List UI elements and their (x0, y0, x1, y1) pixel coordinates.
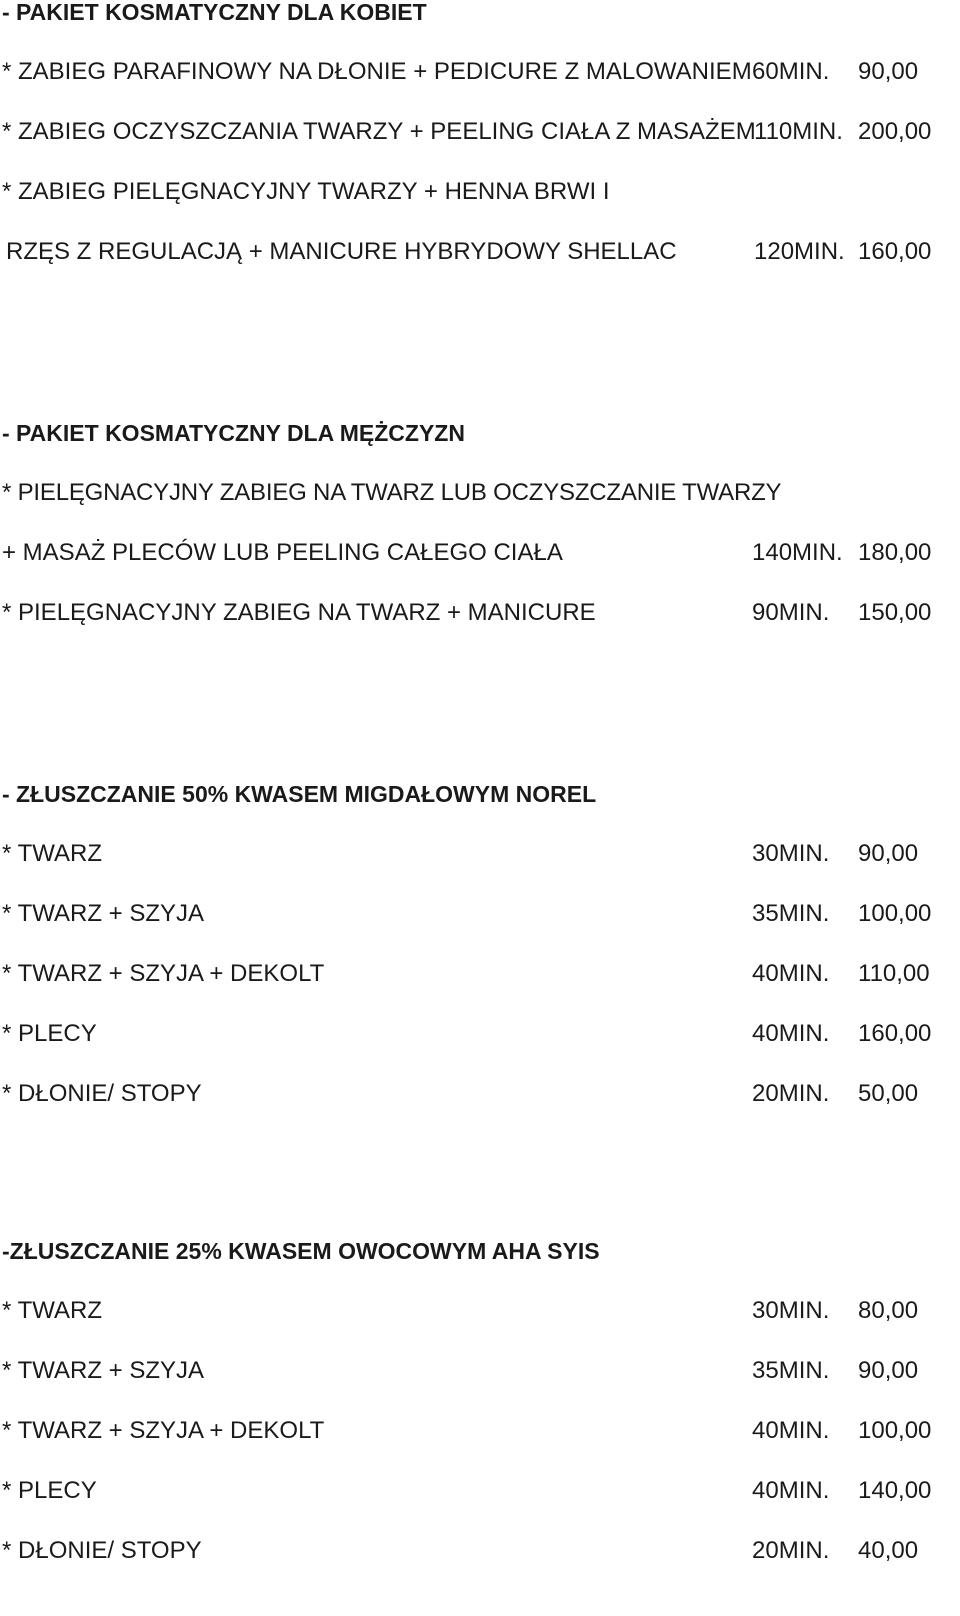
section-title (0, 413, 960, 453)
treatment-price: 90,00 (858, 840, 919, 867)
price-row (0, 834, 960, 874)
treatment-duration: 20MIN. (752, 1537, 830, 1564)
treatment-name: * DŁONIE/ STOPY (2, 1080, 202, 1107)
treatment-duration: 40MIN. (752, 960, 830, 987)
section-title-text: - ZŁUSZCZANIE 50% KWASEM MIGDAŁOWYM NOREL (2, 781, 597, 807)
price-row (0, 593, 960, 633)
treatment-duration: 60MIN. (752, 58, 830, 85)
price-row (0, 1531, 960, 1571)
treatment-name: * PIELĘGNACYJNY ZABIEG NA TWARZ LUB OCZYSZCZANIE TWARZY (2, 479, 782, 506)
treatment-price: 150,00 (858, 599, 932, 626)
treatment-name: * TWARZ (2, 1297, 102, 1324)
treatment-duration: 35MIN. (752, 1357, 830, 1384)
section-title-text: - PAKIET KOSMATYCZNY DLA MĘŻCZYZN (2, 420, 465, 446)
price-row (0, 1074, 960, 1114)
treatment-duration: 140MIN. (752, 539, 843, 566)
treatment-name: * ZABIEG OCZYSZCZANIA TWARZY + PEELING CIAŁA Z MASAŻEM (2, 118, 756, 145)
treatment-price: 110,00 (858, 960, 930, 987)
treatment-price: 160,00 (858, 1020, 932, 1047)
treatment-name: RZĘS Z REGULACJĄ + MANICURE HYBRYDOWY SHELLAC (6, 238, 677, 265)
treatment-name: * PIELĘGNACYJNY ZABIEG NA TWARZ + MANICURE (2, 599, 596, 626)
treatment-duration: 30MIN. (752, 840, 830, 867)
price-row (0, 533, 960, 573)
treatment-price: 100,00 (858, 900, 932, 927)
treatment-price: 40,00 (858, 1537, 919, 1564)
price-row (0, 52, 960, 92)
treatment-price: 80,00 (858, 1297, 919, 1324)
treatment-duration: 110MIN. (754, 118, 843, 145)
treatment-name: * DŁONIE/ STOPY (2, 1537, 202, 1564)
treatment-duration: 120MIN. (754, 238, 845, 265)
section-title (0, 0, 960, 32)
price-row (0, 1411, 960, 1451)
treatment-price: 50,00 (858, 1080, 919, 1107)
treatment-price: 100,00 (858, 1417, 932, 1444)
treatment-name: * TWARZ + SZYJA (2, 1357, 205, 1384)
treatment-name: + MASAŻ PLECÓW LUB PEELING CAŁEGO CIAŁA (2, 539, 563, 566)
treatment-duration: 35MIN. (752, 900, 830, 927)
treatment-price: 90,00 (858, 1357, 919, 1384)
treatment-duration: 40MIN. (752, 1417, 830, 1444)
section-title-text: - PAKIET KOSMATYCZNY DLA KOBIET (2, 0, 427, 25)
treatment-name: * PLECY (2, 1477, 97, 1504)
treatment-price: 160,00 (858, 238, 932, 265)
treatment-duration: 20MIN. (752, 1080, 830, 1107)
treatment-name: * TWARZ + SZYJA + DEKOLT (2, 960, 325, 987)
treatment-name: * PLECY (2, 1020, 97, 1047)
treatment-duration: 40MIN. (752, 1477, 830, 1504)
treatment-price: 90,00 (858, 58, 919, 85)
treatment-name: * TWARZ + SZYJA (2, 900, 205, 927)
price-row (0, 172, 960, 212)
price-row (0, 1351, 960, 1391)
treatment-name: * ZABIEG PARAFINOWY NA DŁONIE + PEDICURE Z MALOWANIEM (2, 58, 752, 85)
section-title-text: -ZŁUSZCZANIE 25% KWASEM OWOCOWYM AHA SYIS (2, 1238, 600, 1264)
treatment-duration: 90MIN. (752, 599, 830, 626)
price-row (0, 1291, 960, 1331)
price-row (0, 1014, 960, 1054)
treatment-price: 140,00 (858, 1477, 932, 1504)
price-row (0, 112, 960, 152)
price-row (0, 894, 960, 934)
price-row (0, 473, 960, 513)
treatment-price: 200,00 (858, 118, 932, 145)
price-row (0, 954, 960, 994)
treatment-name: * ZABIEG PIELĘGNACYJNY TWARZY + HENNA BRWI I (2, 178, 610, 205)
price-row (0, 232, 960, 272)
treatment-name: * TWARZ + SZYJA + DEKOLT (2, 1417, 325, 1444)
section-title (0, 1231, 960, 1271)
price-row (0, 1471, 960, 1511)
treatment-duration: 30MIN. (752, 1297, 830, 1324)
treatment-duration: 40MIN. (752, 1020, 830, 1047)
treatment-name: * TWARZ (2, 840, 102, 867)
treatment-price: 180,00 (858, 539, 932, 566)
section-title (0, 774, 960, 814)
